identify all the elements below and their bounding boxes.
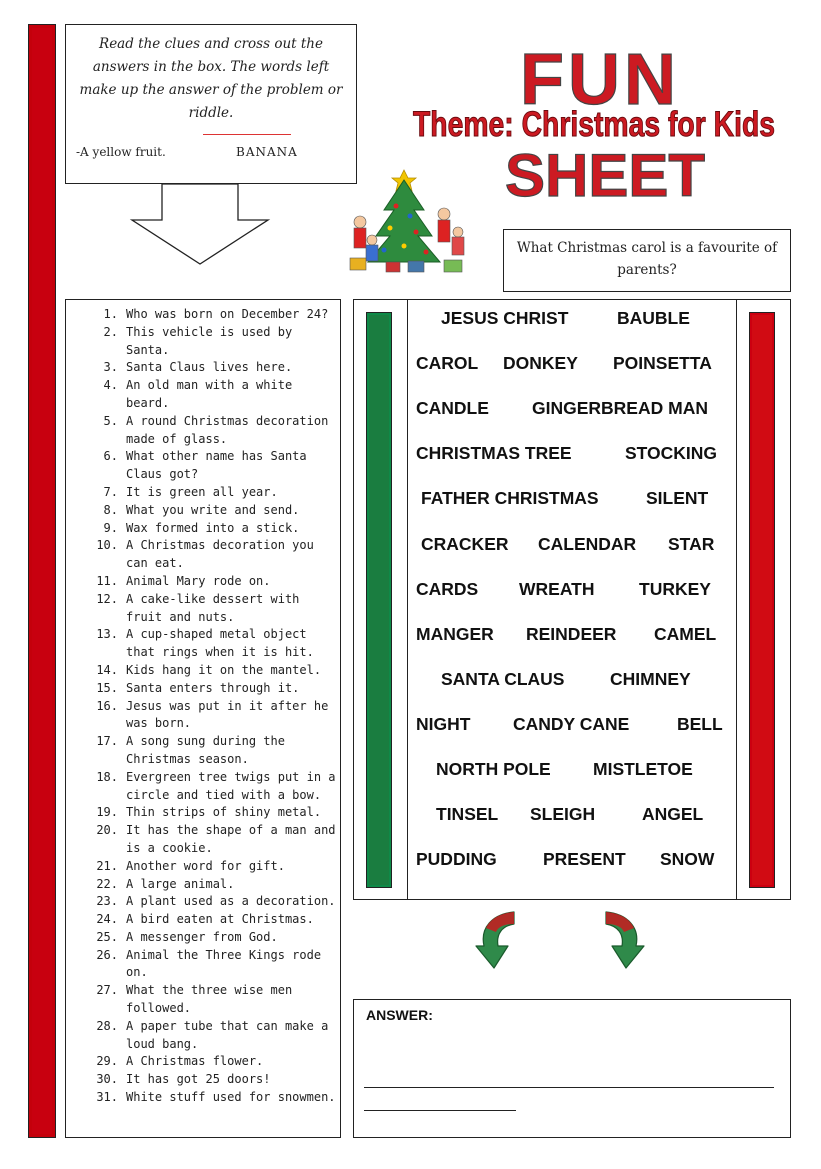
word-entry[interactable]: CHIMNEY <box>610 668 691 689</box>
clue-item <box>88 929 336 947</box>
clue-item <box>88 804 336 822</box>
clue-item <box>88 698 336 734</box>
word-entry[interactable]: CANDLE <box>416 398 489 419</box>
clue-text: A large animal. <box>126 876 235 891</box>
clue-text: A cup-shaped metal object that rings when it is hit. <box>126 627 314 660</box>
word-entry[interactable]: FATHER CHRISTMAS <box>421 488 599 509</box>
green-decorative-bar <box>366 312 392 888</box>
clue-text: Thin strips of shiny metal. <box>126 805 322 820</box>
word-entry[interactable]: SLEIGH <box>530 804 596 825</box>
clue-text: A plant used as a decoration. <box>126 894 336 909</box>
clue-text: An old man with a white beard. <box>126 378 293 410</box>
clue-number: 15. <box>96 680 118 695</box>
red-decorative-bar <box>749 312 775 888</box>
clue-text: Animal Mary rode on. <box>126 573 271 588</box>
clue-number: 27. <box>96 983 118 998</box>
christmas-tree-icon <box>346 166 474 274</box>
word-entry[interactable]: CHRISTMAS TREE <box>416 443 572 464</box>
word-entry[interactable]: JESUS CHRIST <box>441 308 569 328</box>
word-box <box>353 299 791 900</box>
down-arrow-icon <box>130 184 270 266</box>
clue-item <box>88 537 336 573</box>
word-entry[interactable]: CRACKER <box>421 533 509 554</box>
clue-text: It has the shape of a man and is a cookie. <box>126 823 336 855</box>
clue-text: This vehicle is used by Santa. <box>126 324 293 357</box>
example-blank-line <box>203 134 291 135</box>
word-entry[interactable]: ANGEL <box>642 804 704 825</box>
clue-item <box>88 769 336 805</box>
clue-number: 21. <box>96 858 118 873</box>
clue-number: 24. <box>96 912 118 927</box>
clue-number: 30. <box>96 1072 118 1087</box>
circular-arrows-icon <box>470 906 650 978</box>
word-entry[interactable]: GINGERBREAD MAN <box>532 398 708 419</box>
clue-number: 4. <box>103 378 118 393</box>
clue-number: 11. <box>96 573 118 588</box>
word-box-left-column <box>354 300 408 899</box>
clue-number: 23. <box>96 894 118 909</box>
clue-number: 28. <box>96 1018 118 1033</box>
clue-item <box>88 1089 336 1107</box>
clue-item <box>88 306 336 324</box>
clue-text: Santa enters through it. <box>126 680 300 695</box>
clue-text: It has got 25 doors! <box>126 1072 271 1087</box>
word-entry[interactable]: CARDS <box>416 578 479 599</box>
clue-number: 22. <box>96 876 118 891</box>
word-entry[interactable]: MISTLETOE <box>593 759 693 779</box>
clue-item <box>88 947 336 983</box>
word-entry[interactable]: POINSETTA <box>613 353 712 374</box>
word-entry[interactable]: CAROL <box>416 353 479 374</box>
clue-item <box>88 377 336 413</box>
word-entry[interactable]: STOCKING <box>625 443 718 464</box>
clue-item <box>88 520 336 538</box>
word-entry[interactable]: STAR <box>668 533 715 554</box>
clue-item <box>88 359 336 377</box>
clue-number: 29. <box>96 1054 118 1069</box>
word-entry[interactable]: PUDDING <box>416 849 497 870</box>
word-entry[interactable]: NORTH POLE <box>436 759 551 779</box>
clue-item <box>88 876 336 894</box>
clue-text: Animal the Three Kings rode on. <box>126 947 322 980</box>
clue-text: A cake-like dessert with fruit and nuts. <box>126 591 300 624</box>
clue-number: 1. <box>103 307 118 321</box>
instructions-box <box>65 24 357 184</box>
clue-text: Jesus was put in it after he was born. <box>126 698 329 731</box>
word-entry[interactable]: WREATH <box>519 578 595 599</box>
clue-text: A Christmas flower. <box>126 1054 264 1069</box>
clue-text: A song sung during the Christmas season. <box>126 734 285 766</box>
clue-text: Wax formed into a stick. <box>126 520 300 535</box>
clue-item <box>88 858 336 876</box>
word-entry[interactable]: BAUBLE <box>617 308 690 328</box>
clue-text: What you write and send. <box>126 502 300 517</box>
clue-text: A round Christmas decoration made of glass. <box>126 413 329 446</box>
clue-item <box>88 911 336 929</box>
clue-number: 12. <box>96 591 118 606</box>
title-sheet: SHEET <box>505 142 705 209</box>
clue-text: Another word for gift. <box>126 858 285 873</box>
clue-text: A bird eaten at Christmas. <box>126 912 314 927</box>
clue-item <box>88 822 336 858</box>
clue-number: 9. <box>103 520 118 535</box>
answer-label: ANSWER: <box>366 1007 433 1023</box>
clue-number: 6. <box>103 449 118 464</box>
word-entry[interactable]: SNOW <box>660 849 715 870</box>
clue-text: A Christmas decoration you can eat. <box>126 538 314 571</box>
word-entry[interactable]: BELL <box>677 713 723 734</box>
instructions-text: Read the clues and cross out the answers in the box. The words left make up the answer of the problem or riddle. <box>79 36 343 121</box>
clue-item <box>88 1053 336 1071</box>
word-entry[interactable]: CALENDAR <box>538 533 637 554</box>
clues-box <box>65 299 341 1138</box>
clue-item <box>88 680 336 698</box>
clue-item <box>88 626 336 662</box>
clue-text: Santa Claus lives here. <box>126 360 293 375</box>
answer-line-2[interactable] <box>364 1110 516 1111</box>
clue-number: 13. <box>96 627 118 642</box>
word-box-right-column <box>736 300 790 899</box>
clue-number: 10. <box>96 538 118 553</box>
clue-item <box>88 893 336 911</box>
word-entry[interactable]: TURKEY <box>639 578 711 599</box>
word-entry[interactable]: DONKEY <box>503 353 578 374</box>
title-fun: FUN <box>520 40 680 120</box>
clue-item <box>88 413 336 449</box>
clue-item <box>88 982 336 1018</box>
clue-item <box>88 448 336 484</box>
word-entry[interactable]: SILENT <box>646 488 709 509</box>
clue-number: 3. <box>103 360 118 375</box>
clue-text: A paper tube that can make a loud bang. <box>126 1018 329 1051</box>
clue-number: 18. <box>96 769 118 784</box>
clue-item <box>88 662 336 680</box>
clue-item <box>88 1018 336 1054</box>
clue-item <box>88 591 336 627</box>
clue-number: 26. <box>96 947 118 962</box>
clue-number: 19. <box>96 805 118 820</box>
clue-text: It is green all year. <box>126 484 278 499</box>
word-entry[interactable]: TINSEL <box>436 804 499 825</box>
clue-number: 7. <box>103 484 118 499</box>
clues-list <box>88 306 336 1107</box>
left-decorative-bar <box>28 24 56 1138</box>
clue-number: 20. <box>96 823 118 838</box>
word-entry[interactable]: NIGHT <box>416 713 471 734</box>
word-entry[interactable]: CAMEL <box>654 623 717 644</box>
word-entry[interactable]: SANTA CLAUS <box>441 668 565 689</box>
clue-text: Who was born on December 24? <box>126 307 329 321</box>
clue-number: 17. <box>96 734 118 749</box>
clue-number: 14. <box>96 662 118 677</box>
clue-text: Evergreen tree twigs put in a circle and tied with a bow. <box>126 769 336 802</box>
word-entry[interactable]: PRESENT <box>543 849 626 870</box>
title-theme: Theme: Christmas for Kids <box>413 105 775 144</box>
clue-item <box>88 324 336 360</box>
clue-text: White stuff used for snowmen. <box>126 1090 336 1105</box>
clue-item <box>88 484 336 502</box>
clue-item <box>88 502 336 520</box>
clue-number: 5. <box>103 413 118 428</box>
clue-text: A messenger from God. <box>126 929 278 944</box>
clue-number: 25. <box>96 929 118 944</box>
clue-text: What other name has Santa Claus got? <box>126 449 307 482</box>
word-entry[interactable]: CANDY CANE <box>513 713 630 734</box>
clue-number: 8. <box>103 502 118 517</box>
answer-box <box>353 999 791 1138</box>
clue-text: What the three wise men followed. <box>126 983 293 1016</box>
riddle-box: What Christmas carol is a favourite of parents? <box>503 229 791 292</box>
example-clue: -A yellow fruit. <box>76 145 166 159</box>
clue-number: 2. <box>103 324 118 339</box>
clue-number: 31. <box>96 1090 118 1105</box>
answer-line-1[interactable] <box>364 1087 774 1088</box>
word-entry[interactable]: REINDEER <box>526 623 617 644</box>
clue-text: Kids hang it on the mantel. <box>126 662 322 677</box>
clue-item <box>88 573 336 591</box>
clue-item <box>88 1071 336 1089</box>
example-answer: BANANA <box>236 145 298 159</box>
word-entry[interactable]: MANGER <box>416 623 494 644</box>
clue-number: 16. <box>96 698 118 713</box>
clue-item <box>88 733 336 769</box>
